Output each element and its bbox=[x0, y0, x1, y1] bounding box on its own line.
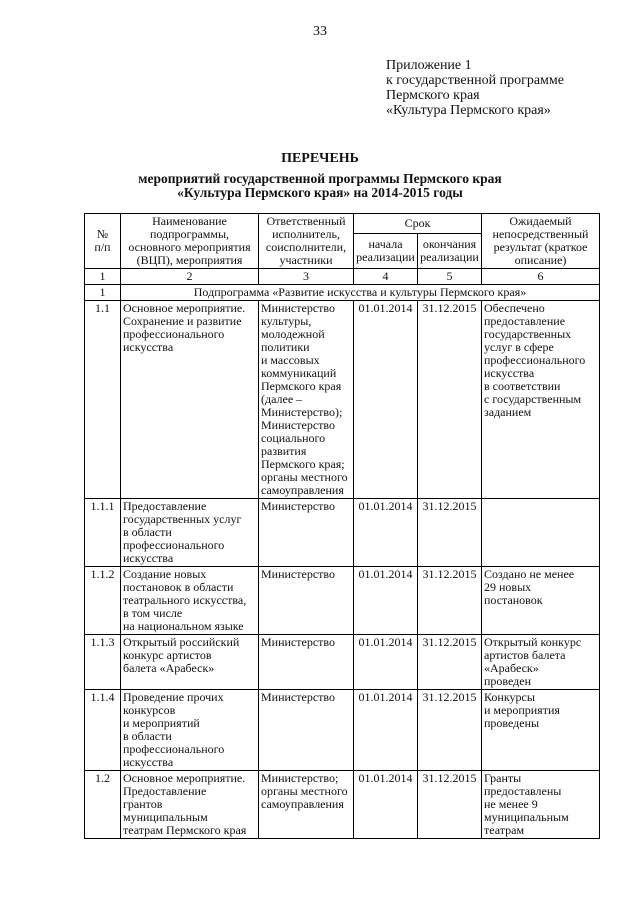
row-end: 31.12.2015 bbox=[418, 690, 482, 771]
row-result: Гранты предоставлены не менее 9 муниципальным театрам bbox=[482, 771, 600, 839]
table-row bbox=[85, 635, 600, 690]
row-name: Открытый российский конкурс артистов балета «Арабеск» bbox=[121, 635, 259, 690]
table-row bbox=[85, 771, 600, 839]
row-end: 31.12.2015 bbox=[418, 567, 482, 635]
appendix-line: к государственной программе bbox=[386, 73, 564, 88]
row-start: 01.01.2014 bbox=[354, 635, 418, 690]
row-start: 01.01.2014 bbox=[354, 499, 418, 567]
column-number: 6 bbox=[482, 269, 600, 285]
row-num: 1.1.2 bbox=[85, 567, 121, 635]
header-num: № п/п bbox=[85, 214, 121, 269]
row-result: Создано не менее 29 новых постановок bbox=[482, 567, 600, 635]
table-row bbox=[85, 690, 600, 771]
row-start: 01.01.2014 bbox=[354, 771, 418, 839]
row-responsible: Министерство; органы местного самоуправления bbox=[259, 771, 354, 839]
table-row bbox=[85, 301, 600, 499]
column-number: 4 bbox=[354, 269, 418, 285]
row-result bbox=[482, 499, 600, 567]
header-end: окончания реализации bbox=[418, 233, 482, 268]
column-number: 3 bbox=[259, 269, 354, 285]
column-number: 5 bbox=[418, 269, 482, 285]
header-result: Ожидаемый непосредственный результат (краткое описание) bbox=[482, 214, 600, 269]
column-number-row bbox=[85, 269, 600, 285]
header-start: начала реализации bbox=[354, 233, 418, 268]
row-num: 1.1.4 bbox=[85, 690, 121, 771]
row-responsible: Министерство bbox=[259, 690, 354, 771]
column-number: 2 bbox=[121, 269, 259, 285]
appendix-line: Приложение 1 bbox=[386, 58, 472, 73]
row-responsible: Министерство культуры, молодежной политики и массовых коммуникаций Пермского края (далее – Министерство); Министерство социального развития Пермского края; органы местного самоуправления bbox=[259, 301, 354, 499]
row-num: 1.2 bbox=[85, 771, 121, 839]
row-end: 31.12.2015 bbox=[418, 301, 482, 499]
row-responsible: Министерство bbox=[259, 499, 354, 567]
row-name: Основное мероприятие. Предоставление грантов муниципальным театрам Пермского края bbox=[121, 771, 259, 839]
table-row bbox=[85, 499, 600, 567]
activities-table bbox=[84, 213, 600, 839]
row-num: 1.1 bbox=[85, 301, 121, 499]
row-result: Открытый конкурс артистов балета «Арабеск» проведен bbox=[482, 635, 600, 690]
section-row bbox=[85, 285, 600, 301]
row-end: 31.12.2015 bbox=[418, 499, 482, 567]
document-title: ПЕРЕЧЕНЬ bbox=[281, 151, 359, 166]
row-start: 01.01.2014 bbox=[354, 301, 418, 499]
row-name: Создание новых постановок в области театрального искусства, в том числе на национальном языке bbox=[121, 567, 259, 635]
appendix-line: «Культура Пермского края» bbox=[386, 103, 551, 118]
row-responsible: Министерство bbox=[259, 567, 354, 635]
section-title: Подпрограмма «Развитие искусства и культуры Пермского края» bbox=[121, 285, 600, 301]
row-result: Обеспечено предоставление государственных услуг в сфере профессионального искусства в соответствии с государственным заданием bbox=[482, 301, 600, 499]
row-name: Проведение прочих конкурсов и мероприятий в области профессионального искусства bbox=[121, 690, 259, 771]
row-start: 01.01.2014 bbox=[354, 690, 418, 771]
row-num: 1.1.3 bbox=[85, 635, 121, 690]
table-row bbox=[85, 567, 600, 635]
subtitle-line: мероприятий государственной программы Пермского края bbox=[138, 171, 502, 186]
row-name: Предоставление государственных услуг в области профессионального искусства bbox=[121, 499, 259, 567]
row-num: 1.1.1 bbox=[85, 499, 121, 567]
appendix-line: Пермского края bbox=[386, 88, 480, 103]
appendix-note bbox=[386, 58, 564, 118]
table-header-row bbox=[85, 214, 600, 234]
page-number: 33 bbox=[313, 24, 327, 39]
subtitle-line: «Культура Пермского края» на 2014-2015 годы bbox=[177, 185, 463, 200]
header-term: Срок bbox=[354, 214, 482, 234]
row-result: Конкурсы и мероприятия проведены bbox=[482, 690, 600, 771]
header-responsible: Ответственный исполнитель, соисполнители, участники bbox=[259, 214, 354, 269]
row-responsible: Министерство bbox=[259, 635, 354, 690]
column-number: 1 bbox=[85, 269, 121, 285]
header-name: Наименование подпрограммы, основного мероприятия (ВЦП), мероприятия bbox=[121, 214, 259, 269]
row-end: 31.12.2015 bbox=[418, 635, 482, 690]
row-start: 01.01.2014 bbox=[354, 567, 418, 635]
row-end: 31.12.2015 bbox=[418, 771, 482, 839]
row-name: Основное мероприятие. Сохранение и развитие профессионального искусства bbox=[121, 301, 259, 499]
section-num: 1 bbox=[85, 285, 121, 301]
document-subtitle bbox=[0, 172, 640, 200]
